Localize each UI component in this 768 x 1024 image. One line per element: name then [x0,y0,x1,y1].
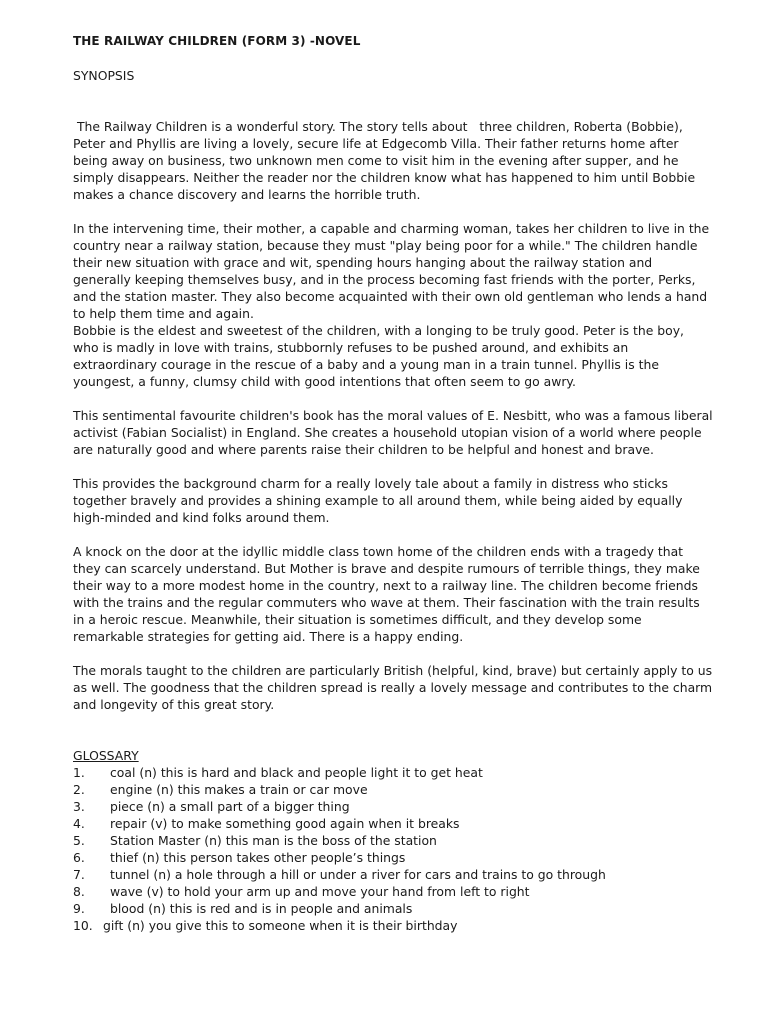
document-page [73,33,717,934]
glossary-item-number: 5. [73,833,85,848]
glossary-item-number: 6. [73,850,85,865]
glossary-item-text: gift (n) you give this to someone when it is their birthday [103,918,458,933]
glossary-item-text: engine (n) this makes a train or car move [110,782,368,797]
glossary-item-text: blood (n) this is red and is in people and animals [110,901,413,916]
glossary-item [73,781,713,798]
synopsis-paragraph-1: The Railway Children is a wonderful story. The story tells about three children, Roberta (Bobbie), Peter and Phyllis are living a lovely, secure life at Edgecomb Villa. Their father returns home after being away on business, two unknown men come to visit him in the evening after supper, and he simply disappears. Neither the reader nor the children know what has happened to him until Bobbie makes a chance discovery and learns the horrible truth. [73,119,700,202]
synopsis-paragraph-5: This provides the background charm for a really lovely tale about a family in distress who sticks together bravely and provides a shining example to all around them, while being aided by equally high-minded and kind folks around them. [73,476,687,525]
glossary-item [73,815,713,832]
synopsis-paragraph-3: Bobbie is the eldest and sweetest of the children, with a longing to be truly good. Peter is the boy, who is madly in love with trains, stubbornly refuses to be pushed around, and exhibits an extraordinary courage in the rescue of a baby and a young man in a train tunnel. Phyllis is the youngest, a funny, clumsy child with good intentions that often seem to go awry. [73,323,688,389]
glossary-heading: GLOSSARY [73,748,139,763]
glossary-item-number: 10. [73,918,93,933]
glossary-item [73,849,713,866]
glossary-item-text: thief (n) this person takes other people’s things [110,850,406,865]
synopsis-paragraph-2: In the intervening time, their mother, a capable and charming woman, takes her children to live in the country near a railway station, because they must "play being poor for a while." The children handle their new situation with grace and wit, spending hours hanging about the railway station and generally keeping themselves busy, and in the process becoming fast friends with the porter, Perks, and the station master. They also become acquainted with their own old gentleman who lends a hand to help them time and again. [73,221,714,321]
glossary-item [73,798,713,815]
document-title: THE RAILWAY CHILDREN (FORM 3) -NOVEL [73,34,361,48]
glossary-list [73,764,713,934]
glossary-item-number: 9. [73,901,85,916]
glossary-item-text: tunnel (n) a hole through a hill or under a river for cars and trains to go through [110,867,606,882]
glossary-item [73,917,713,934]
glossary-item [73,900,713,917]
glossary-item-number: 7. [73,867,85,882]
glossary-item-text: repair (v) to make something good again when it breaks [110,816,460,831]
glossary-item-number: 1. [73,765,85,780]
glossary-item-number: 8. [73,884,85,899]
synopsis-paragraph-6: A knock on the door at the idyllic middle class town home of the children ends with a tragedy that they can scarcely understand. But Mother is brave and despite rumours of terrible things, they make their way to a more modest home in the country, next to a railway line. The children become friends with the trains and the regular commuters who wave at them. Their fascination with the train results in a heroic rescue. Meanwhile, their situation is sometimes difficult, and they develop some remarkable strategies for getting aid. There is a happy ending. [73,544,704,644]
glossary-item-number: 2. [73,782,85,797]
synopsis-paragraph-4: This sentimental favourite children's book has the moral values of E. Nesbitt, who was a famous liberal activist (Fabian Socialist) in England. She creates a household utopian vision of a world where people are naturally good and where parents raise their children to be helpful and honest and brave. [73,408,717,457]
glossary-item [73,764,713,781]
synopsis-heading: SYNOPSIS [73,68,135,83]
glossary-item-text: wave (v) to hold your arm up and move your hand from left to right [110,884,530,899]
synopsis-paragraph-7: The morals taught to the children are particularly British (helpful, kind, brave) but certainly apply to us as well. The goodness that the children spread is really a lovely message and contributes to the charm and longevity of this great story. [73,663,717,712]
glossary-item-text: piece (n) a small part of a bigger thing [110,799,350,814]
glossary-item [73,883,713,900]
glossary-item-text: Station Master (n) this man is the boss of the station [110,833,437,848]
glossary-item-number: 3. [73,799,85,814]
glossary-item [73,832,713,849]
glossary-item [73,866,713,883]
glossary-item-text: coal (n) this is hard and black and people light it to get heat [110,765,483,780]
glossary-item-number: 4. [73,816,85,831]
